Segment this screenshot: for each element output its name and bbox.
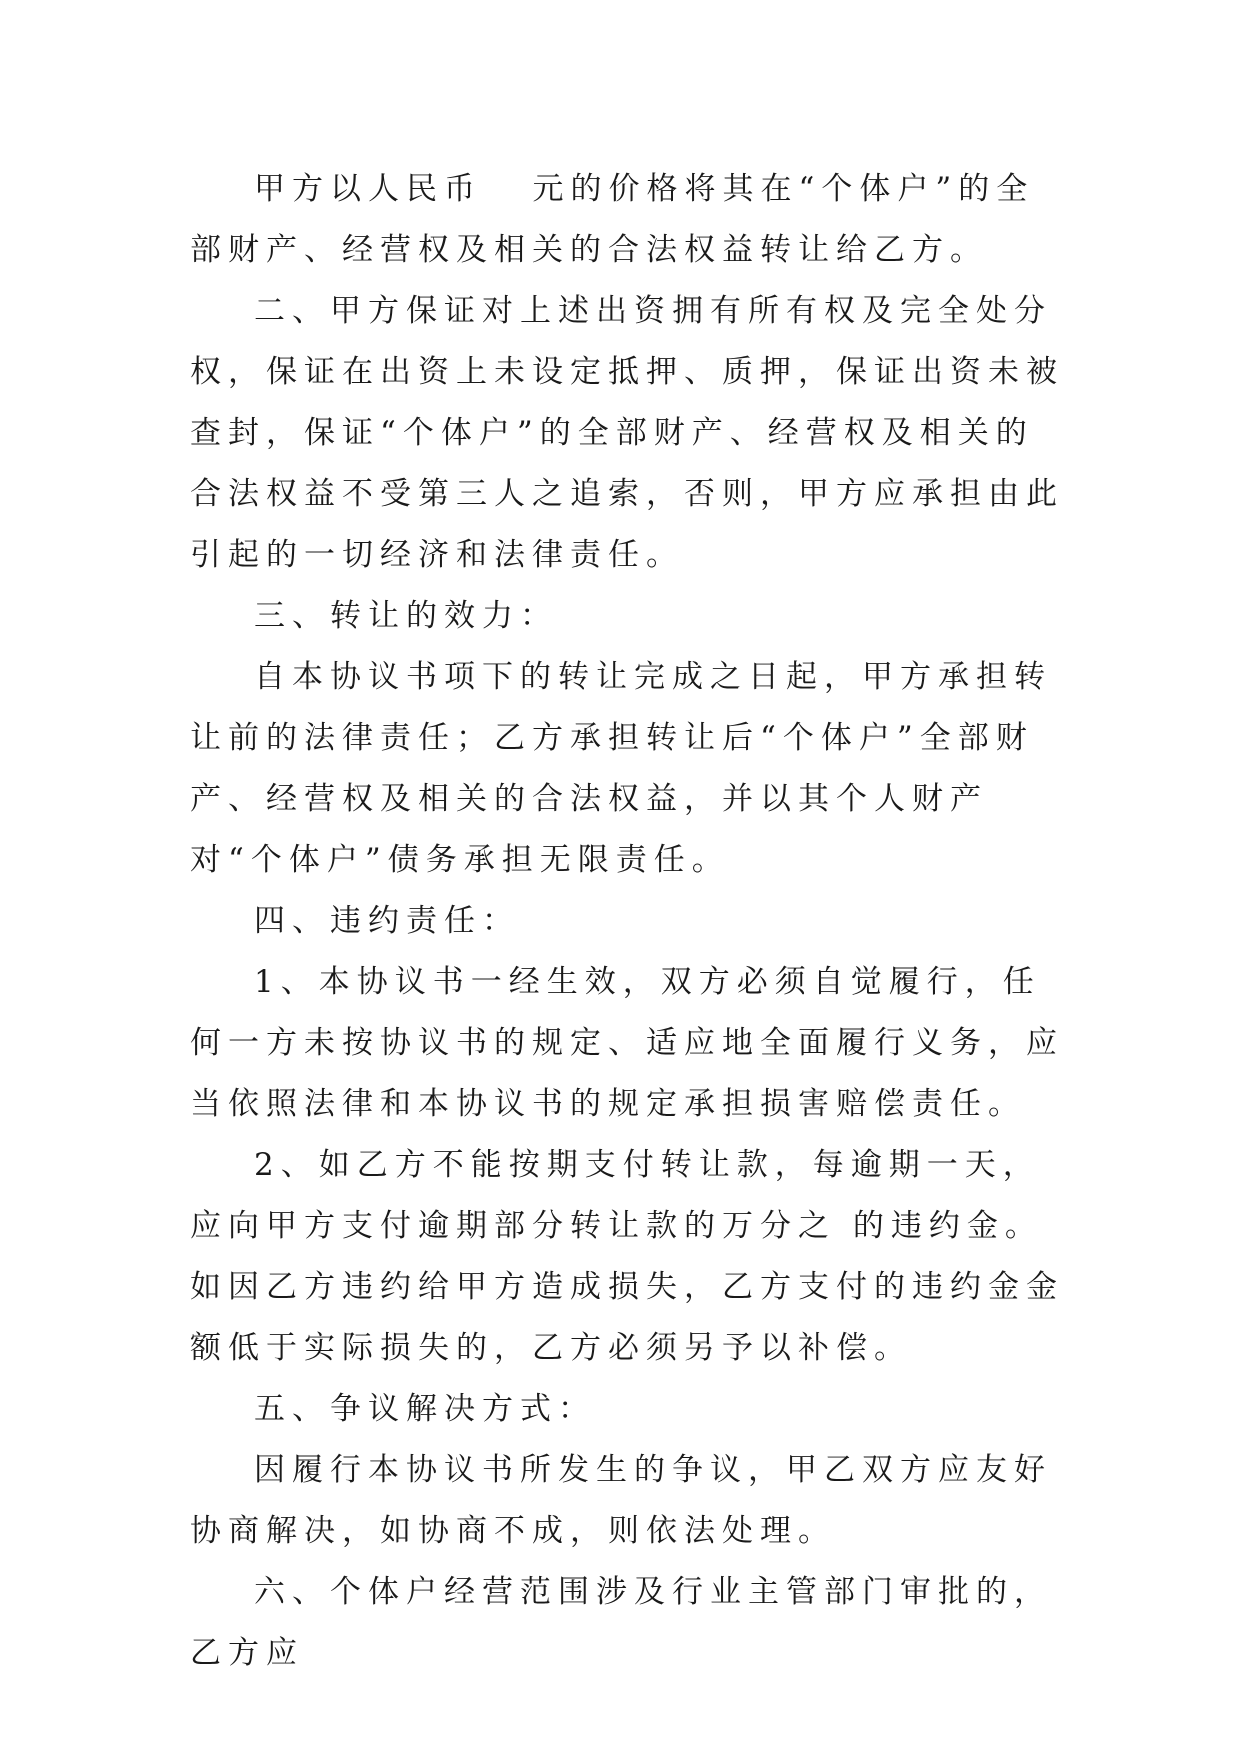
document-body (190, 159, 1070, 1684)
paragraph-clause-6-approval: 六、个体户经营范围涉及行业主管部门审批的，乙方应 (190, 1574, 1052, 1671)
heading-clause-4-liability: 四、违约责任： (254, 903, 520, 939)
paragraph-clause-3-effect: 自本协议书项下的转让完成之日起，甲方承担转让前的法律责任；乙方承担转让后“个体户”全部财产、经营权及相关的合法权益，并以其个人财产对“个体户”债务承担无限责任。 (190, 659, 1052, 878)
paragraph-clause-2-guarantee: 二、甲方保证对上述出资拥有所有权及完全处分权，保证在出资上未设定抵押、质押，保证出资未被查封，保证“个体户”的全部财产、经营权及相关的合法权益不受第三人之追索，否则，甲方应承担由此引起的一切经济和法律责任。 (190, 293, 1064, 573)
paragraph-clause-5-dispute: 因履行本协议书所发生的争议，甲乙双方应友好协商解决，如协商不成，则依法处理。 (190, 1452, 1052, 1549)
paragraph-transfer-price: 甲方以人民币 元的价格将其在“个体户”的全部财产、经营权及相关的合法权益转让给乙方。 (190, 171, 1035, 268)
paragraph-clause-4-item-1: 1、本协议书一经生效，双方必须自觉履行，任何一方未按协议书的规定、适应地全面履行义务，应当依照法律和本协议书的规定承担损害赔偿责任。 (190, 964, 1064, 1122)
heading-clause-3-effect: 三、转让的效力： (254, 598, 558, 634)
heading-clause-5-dispute: 五、争议解决方式： (254, 1391, 596, 1427)
paragraph-clause-4-item-2: 2、如乙方不能按期支付转让款，每逾期一天，应向甲方支付逾期部分转让款的万分之 的违约金。如因乙方违约给甲方造成损失，乙方支付的违约金金额低于实际损失的，乙方必须另予以补偿。 (190, 1147, 1064, 1366)
